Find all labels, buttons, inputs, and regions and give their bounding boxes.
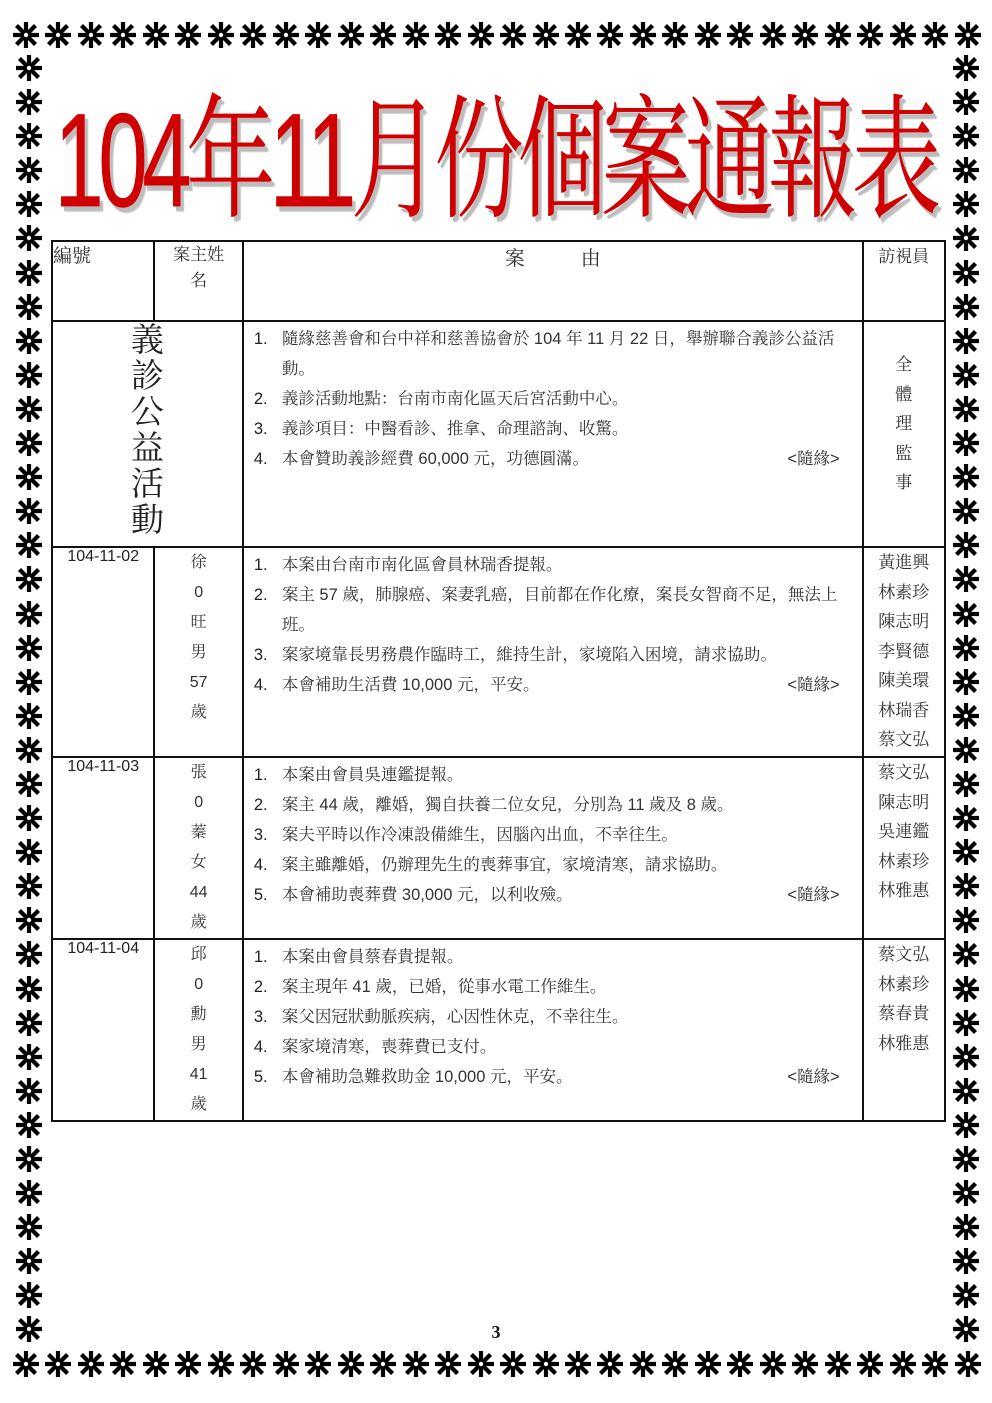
asterisk-star-icon [15,600,43,628]
visitor-name: 蔡文弘 [878,945,930,964]
header-reason [243,241,863,321]
asterisk-star-icon [15,565,43,593]
asterisk-star-icon [952,906,980,934]
asterisk-star-icon [15,361,43,389]
item-number: 4. [253,856,268,874]
asterisk-star-icon [337,21,365,49]
item-text: 義診活動地點：台南市南化區天后宮活動中心。 [281,390,629,408]
case-name-char: 邱 [190,946,207,963]
asterisk-star-icon [921,1350,949,1378]
asterisk-star-icon [952,395,980,423]
asterisk-star-icon [791,1350,819,1378]
asterisk-star-icon [952,259,980,287]
list-item [254,640,854,670]
list-item [254,1032,854,1062]
header-visitor: 訪視員 [863,241,945,321]
header-name [154,241,242,321]
case-name-char: 蓁 [190,824,207,841]
case-name [154,939,242,1121]
visitor-name: 李賢德 [878,641,930,661]
star-border-bottom [12,1347,982,1381]
list-item [254,790,854,820]
case-id: 104-11-03 [52,757,154,939]
asterisk-star-icon [499,21,527,49]
list-item [254,324,854,384]
visitor-name: 林雅惠 [878,1033,930,1053]
item-number: 1. [253,948,268,966]
asterisk-star-icon [15,838,43,866]
case-name-char: 張 [190,764,207,781]
case-visitors [863,757,945,939]
asterisk-star-icon [952,1077,980,1105]
asterisk-star-icon [15,804,43,832]
case-reason [243,939,863,1121]
list-item [254,942,854,972]
case-name-char: 男 [190,644,207,661]
asterisk-star-icon [15,531,43,559]
asterisk-star-icon [142,1350,170,1378]
star-border-left [14,54,44,1344]
event-label-char: 益 [130,429,164,466]
case-name-char: 57 [189,674,208,691]
asterisk-star-icon [44,1350,72,1378]
visitor-name: 林雅惠 [878,881,930,900]
asterisk-star-icon [77,1350,105,1378]
asterisk-star-icon [564,1350,592,1378]
asterisk-star-icon [15,1247,43,1275]
asterisk-star-icon [952,361,980,389]
asterisk-star-icon [952,327,980,355]
asterisk-star-icon [109,21,137,49]
asterisk-star-icon [15,327,43,355]
asterisk-star-icon [15,429,43,457]
visitor-name: 陳美環 [878,671,930,690]
asterisk-star-icon [952,770,980,798]
visitor-name: 林素珍 [878,974,930,994]
visitor-name: 蔡文弘 [878,730,930,749]
asterisk-star-icon [791,21,819,49]
visitor-name: 林素珍 [878,582,930,602]
visitor-char: 體 [895,384,913,404]
asterisk-star-icon [952,497,980,525]
asterisk-star-icon [15,54,43,82]
item-number: 5. [253,886,268,904]
asterisk-star-icon [694,1350,722,1378]
asterisk-star-icon [952,293,980,321]
asterisk-star-icon [109,1350,137,1378]
list-item [254,850,854,880]
asterisk-star-icon [467,1350,495,1378]
star-border-right [951,54,981,1344]
asterisk-star-icon [824,1350,852,1378]
asterisk-star-icon [889,1350,917,1378]
item-number: 5. [253,1068,268,1086]
visitor-char: 事 [895,473,913,492]
signature: <隨緣> [787,450,840,468]
item-text: 本案由台南市南化區會員林瑞香提報。 [281,556,563,574]
asterisk-star-icon [952,1111,980,1139]
signature: <隨緣> [787,1068,840,1086]
event-reason [243,321,863,547]
item-number: 1. [253,766,268,784]
item-text: 義診項目：中醫看診、推拿、命理諮詢、收驚。 [281,420,629,438]
table-row-case [52,939,945,1121]
visitor-name: 陳志明 [878,792,930,812]
list-item [254,972,854,1002]
list-item [254,1002,854,1032]
asterisk-star-icon [726,1350,754,1378]
visitor-char: 理 [895,414,913,433]
page-number: 3 [491,1322,501,1342]
asterisk-star-icon [15,668,43,696]
asterisk-star-icon [15,736,43,764]
asterisk-star-icon [954,1350,982,1378]
case-reason [243,547,863,757]
item-text: 本案由會員蔡春貴提報。 [281,948,464,966]
asterisk-star-icon [15,190,43,218]
asterisk-star-icon [15,1077,43,1105]
asterisk-star-icon [15,122,43,150]
asterisk-star-icon [15,259,43,287]
case-name-char: 女 [190,854,207,871]
item-number: 3. [253,826,268,844]
case-name-char: 0 [194,794,204,811]
asterisk-star-icon [952,1281,980,1309]
header-id: 編號 [52,241,154,321]
asterisk-star-icon [952,565,980,593]
asterisk-star-icon [952,54,980,82]
list-item [254,820,854,850]
item-text: 案家境靠長男務農作臨時工，維持生計，家境陷入困境，請求協助。 [281,646,777,664]
event-label [52,321,243,547]
asterisk-star-icon [499,1350,527,1378]
asterisk-star-icon [952,190,980,218]
item-number: 1. [253,556,268,574]
title-text: 104年11月份個案通報表 [54,86,936,236]
asterisk-star-icon [952,156,980,184]
asterisk-star-icon [952,88,980,116]
visitor-name: 吳連鑑 [878,822,930,841]
asterisk-star-icon [532,1350,560,1378]
item-text: 案家境清寒，喪葬費已支付。 [281,1038,497,1056]
asterisk-star-icon [174,1350,202,1378]
item-number: 4. [253,450,268,468]
asterisk-star-icon [15,1179,43,1207]
asterisk-star-icon [564,21,592,49]
asterisk-star-icon [15,497,43,525]
visitor-name: 林瑞香 [878,700,930,720]
asterisk-star-icon [532,21,560,49]
asterisk-star-icon [15,1009,43,1037]
item-number: 3. [253,646,268,664]
asterisk-star-icon [856,21,884,49]
asterisk-star-icon [952,1247,980,1275]
asterisk-star-icon [952,463,980,491]
asterisk-star-icon [952,668,980,696]
asterisk-star-icon [369,1350,397,1378]
header-reason-char2: 由 [580,248,601,270]
event-label-char: 義 [130,321,164,358]
item-text: 本會補助喪葬費 30,000 元，以利收殮。 [281,886,573,904]
signature: <隨緣> [787,676,840,694]
item-number: 2. [253,390,268,408]
item-number: 3. [253,420,268,438]
asterisk-star-icon [15,940,43,968]
item-number: 3. [253,1008,268,1026]
asterisk-star-icon [952,872,980,900]
table-row-case [52,757,945,939]
asterisk-star-icon [272,1350,300,1378]
case-name-char: 歲 [190,1096,207,1113]
asterisk-star-icon [15,906,43,934]
asterisk-star-icon [694,21,722,49]
event-label-char: 診 [130,357,164,394]
list-item [254,1062,854,1092]
visitor-char: 監 [895,443,913,463]
asterisk-star-icon [952,122,980,150]
asterisk-star-icon [952,1213,980,1241]
item-text: 本會補助急難救助金 10,000 元，平安。 [281,1068,573,1086]
asterisk-star-icon [952,804,980,832]
asterisk-star-icon [15,1145,43,1173]
case-name-char: 男 [190,1036,207,1053]
case-visitors [863,939,945,1121]
reason-list [244,940,862,1098]
asterisk-star-icon [952,838,980,866]
asterisk-star-icon [629,21,657,49]
event-label-char: 公 [130,393,164,430]
asterisk-star-icon [824,21,852,49]
asterisk-star-icon [369,21,397,49]
visitor-name: 林素珍 [878,851,930,871]
item-number: 4. [253,676,268,694]
asterisk-star-icon [15,224,43,252]
case-name-char: 勳 [190,1006,207,1023]
list-item [254,444,854,474]
asterisk-star-icon [952,224,980,252]
asterisk-star-icon [402,21,430,49]
header-name-line2: 名 [190,271,208,290]
event-label-char: 動 [130,501,164,538]
case-name-char: 歲 [190,704,207,721]
reason-list [244,548,862,706]
asterisk-star-icon [434,21,462,49]
asterisk-star-icon [15,88,43,116]
asterisk-star-icon [952,940,980,968]
visitor-name: 黃進興 [878,553,930,572]
case-name [154,757,242,939]
case-name-char: 歲 [190,914,207,931]
asterisk-star-icon [15,975,43,1003]
item-text: 本會補助生活費 10,000 元，平安。 [281,676,540,694]
case-name-char: 0 [194,584,204,601]
case-reason [243,757,863,939]
asterisk-star-icon [952,1043,980,1071]
case-name-char: 0 [194,976,204,993]
asterisk-star-icon [44,21,72,49]
case-name-char: 徐 [190,554,207,571]
asterisk-star-icon [889,21,917,49]
case-name [154,547,242,757]
asterisk-star-icon [337,1350,365,1378]
case-id: 104-11-02 [52,547,154,757]
asterisk-star-icon [759,21,787,49]
asterisk-star-icon [661,21,689,49]
asterisk-star-icon [726,21,754,49]
asterisk-star-icon [952,1009,980,1037]
asterisk-star-icon [856,1350,884,1378]
visitor-char: 全 [895,355,913,374]
item-text: 本會贊助義診經費 60,000 元，功德圓滿。 [281,450,589,468]
item-text: 案主現年 41 歲，已婚，從事水電工作維生。 [281,978,607,996]
asterisk-star-icon [15,770,43,798]
asterisk-star-icon [759,1350,787,1378]
item-number: 2. [253,586,268,604]
asterisk-star-icon [15,1281,43,1309]
visitor-name: 陳志明 [878,612,930,631]
item-text: 案主 57 歲，肺腺癌、案妻乳癌，目前都在作化療，案長女智商不足，無法上班。 [281,586,838,634]
asterisk-star-icon [467,21,495,49]
asterisk-star-icon [952,429,980,457]
asterisk-star-icon [952,634,980,662]
table-row-case [52,547,945,757]
item-number: 1. [253,330,268,348]
asterisk-star-icon [207,1350,235,1378]
item-number: 2. [253,978,268,996]
list-item [254,880,854,910]
table-row-event [52,321,945,547]
asterisk-star-icon [952,600,980,628]
case-visitors [863,547,945,757]
item-text: 案主雖離婚，仍辦理先生的喪葬事宜，家境清寒，請求協助。 [281,856,728,874]
asterisk-star-icon [629,1350,657,1378]
reason-list [244,758,862,916]
item-text: 案夫平時以作冷凍設備維生，因腦內出血，不幸往生。 [281,826,678,844]
event-label-char: 活 [130,465,164,502]
asterisk-star-icon [952,1145,980,1173]
asterisk-star-icon [15,293,43,321]
asterisk-star-icon [239,1350,267,1378]
visitor-name: 蔡文弘 [878,763,930,782]
event-visitors [863,321,945,547]
asterisk-star-icon [434,1350,462,1378]
case-name-char: 44 [189,884,208,901]
asterisk-star-icon [142,21,170,49]
list-item [254,550,854,580]
list-item [254,760,854,790]
page-title [50,78,940,236]
asterisk-star-icon [15,156,43,184]
asterisk-star-icon [952,975,980,1003]
header-reason-char1: 案 [504,248,525,270]
item-text: 案父因冠狀動脈疾病，心因性休克，不幸往生。 [281,1008,629,1026]
case-report-table [51,240,946,1122]
item-text: 本案由會員吳連鑑提報。 [281,766,464,784]
asterisk-star-icon [304,1350,332,1378]
asterisk-star-icon [15,702,43,730]
asterisk-star-icon [596,1350,624,1378]
asterisk-star-icon [12,1350,40,1378]
asterisk-star-icon [207,21,235,49]
asterisk-star-icon [15,395,43,423]
asterisk-star-icon [952,702,980,730]
asterisk-star-icon [952,1179,980,1207]
asterisk-star-icon [596,21,624,49]
list-item [254,414,854,444]
asterisk-star-icon [77,21,105,49]
asterisk-star-icon [954,21,982,49]
item-text: 隨緣慈善會和台中祥和慈善協會於 104 年 11 月 22 日，舉辦聯合義診公益活動。 [281,330,835,378]
item-text: 案主 44 歲，離婚，獨自扶養二位女兒，分別為 11 歲及 8 歲。 [281,796,734,814]
asterisk-star-icon [15,463,43,491]
asterisk-star-icon [952,736,980,764]
item-number: 4. [253,1038,268,1056]
header-name-line1: 案主姓 [173,245,225,264]
table-header-row [52,241,945,321]
asterisk-star-icon [15,1213,43,1241]
visitor-name: 蔡春貴 [878,1004,930,1023]
asterisk-star-icon [661,1350,689,1378]
asterisk-star-icon [15,1111,43,1139]
asterisk-star-icon [952,531,980,559]
list-item [254,384,854,414]
case-name-char: 41 [189,1066,208,1083]
case-id: 104-11-04 [52,939,154,1121]
asterisk-star-icon [174,21,202,49]
list-item [254,670,854,700]
signature: <隨緣> [787,886,840,904]
asterisk-star-icon [921,21,949,49]
asterisk-star-icon [239,21,267,49]
asterisk-star-icon [402,1350,430,1378]
asterisk-star-icon [15,872,43,900]
asterisk-star-icon [15,634,43,662]
asterisk-star-icon [304,21,332,49]
asterisk-star-icon [12,21,40,49]
asterisk-star-icon [15,1043,43,1071]
item-number: 2. [253,796,268,814]
asterisk-star-icon [272,21,300,49]
star-border-top [12,18,982,52]
list-item [254,580,854,640]
reason-list [244,322,862,480]
case-name-char: 旺 [190,614,207,631]
